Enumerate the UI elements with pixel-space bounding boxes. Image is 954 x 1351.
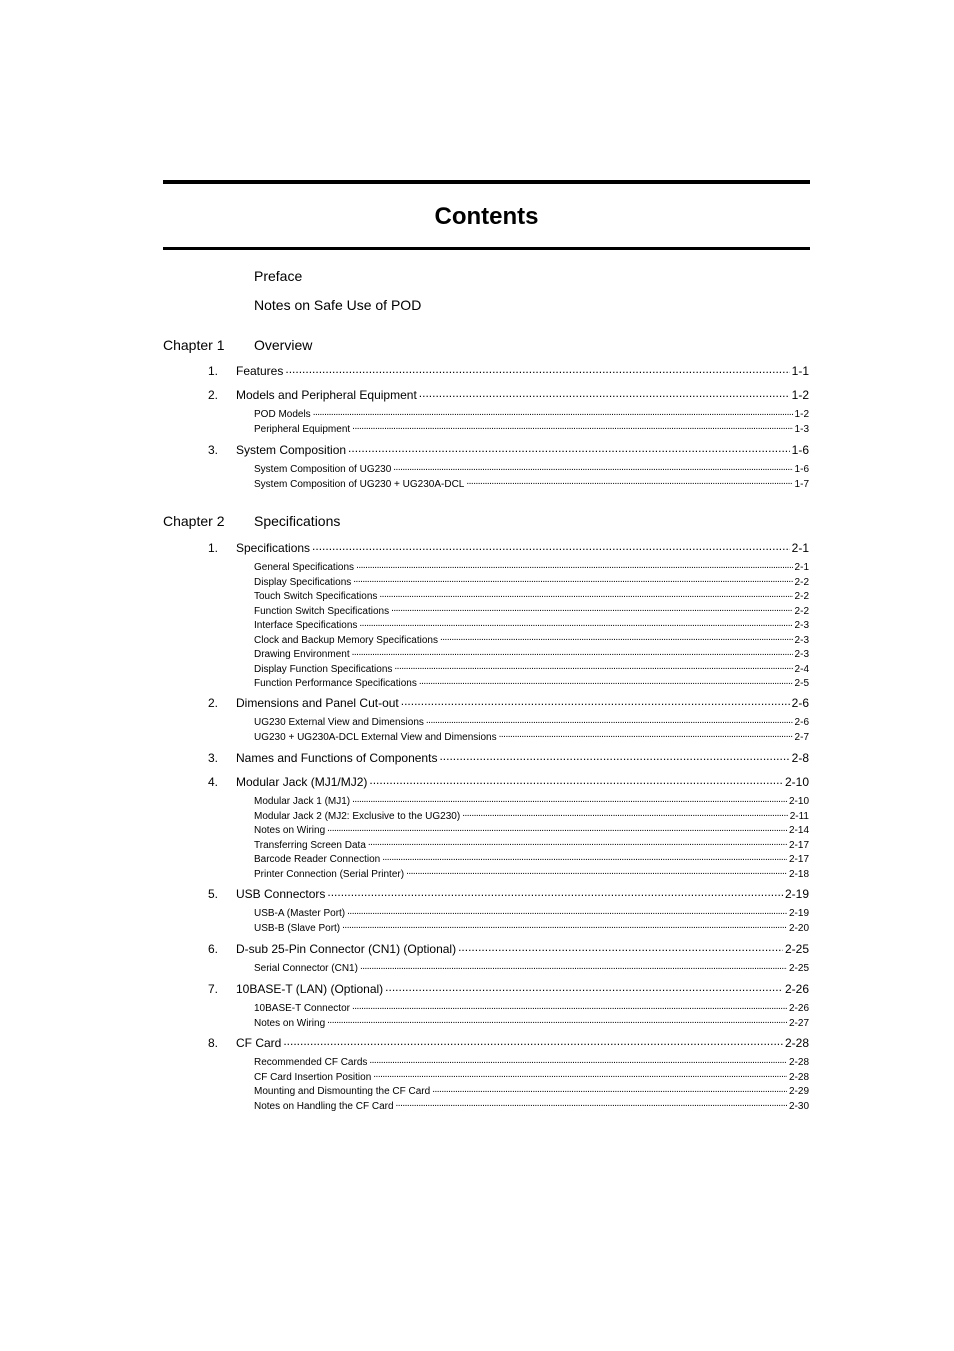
section-page-number: 1-1 bbox=[791, 364, 809, 378]
subsection-page-number: 2-4 bbox=[794, 663, 809, 675]
front-matter-entry[interactable]: Notes on Safe Use of POD bbox=[254, 297, 422, 313]
subsection-title: POD Models bbox=[254, 409, 311, 420]
dot-leader bbox=[285, 363, 789, 375]
subsection-title: Modular Jack 1 (MJ1) bbox=[254, 796, 351, 807]
subsection-title: 10BASE-T Connector bbox=[254, 1003, 350, 1014]
section-title: System Composition bbox=[236, 443, 347, 457]
page-title: Contents bbox=[434, 203, 539, 230]
section-page-number: 2-26 bbox=[784, 982, 809, 996]
toc-subsection-entry[interactable] bbox=[254, 575, 809, 589]
dot-leader bbox=[419, 387, 790, 399]
dot-leader bbox=[466, 477, 792, 487]
dot-leader bbox=[382, 852, 787, 862]
toc-subsection-entry[interactable] bbox=[254, 676, 809, 690]
dot-leader bbox=[368, 838, 787, 848]
chapter-title: Overview bbox=[254, 337, 313, 353]
toc-subsection-entry[interactable] bbox=[254, 730, 809, 744]
subsection-page-number: 2-28 bbox=[788, 1057, 809, 1068]
toc-section-entry[interactable] bbox=[208, 540, 809, 556]
subsection-title: Serial Connector (CN1) bbox=[254, 963, 358, 974]
toc-section-entry[interactable] bbox=[208, 941, 809, 957]
dot-leader bbox=[379, 589, 792, 599]
section-title: Names and Functions of Components bbox=[236, 751, 438, 765]
section-title: Dimensions and Panel Cut-out bbox=[236, 696, 399, 710]
subsection-title: Display Specifications bbox=[254, 576, 352, 588]
dot-leader bbox=[432, 1084, 787, 1094]
subsection-title: USB-B (Slave Port) bbox=[254, 922, 341, 934]
dot-leader bbox=[313, 407, 793, 417]
subsection-title: Notes on Wiring bbox=[254, 1017, 326, 1029]
section-title: USB Connectors bbox=[236, 887, 326, 901]
subsection-page-number: 1-7 bbox=[794, 478, 809, 490]
toc-subsection-entry[interactable] bbox=[254, 407, 809, 421]
section-page-number: 2-25 bbox=[784, 942, 809, 956]
dot-leader bbox=[356, 560, 792, 570]
subsection-title: UG230 + UG230A-DCL External View and Dimensions bbox=[254, 731, 497, 743]
toc-section-entry[interactable] bbox=[208, 695, 809, 711]
subsection-page-number: 2-25 bbox=[788, 963, 809, 974]
toc-subsection-entry[interactable] bbox=[254, 662, 809, 676]
dot-leader bbox=[352, 1001, 787, 1011]
chapter-label: Chapter 1 bbox=[163, 337, 225, 353]
section-page-number: 2-28 bbox=[784, 1036, 809, 1050]
section-number: 4. bbox=[208, 775, 219, 789]
dot-leader bbox=[394, 662, 792, 672]
toc-subsection-entry[interactable] bbox=[254, 823, 809, 837]
toc-subsection-entry[interactable] bbox=[254, 852, 809, 866]
dot-leader bbox=[359, 618, 792, 628]
dot-leader bbox=[348, 442, 790, 454]
subsection-title: Function Performance Specifications bbox=[254, 678, 417, 689]
dot-leader bbox=[353, 575, 792, 585]
subsection-title: System Composition of UG230 bbox=[254, 464, 392, 475]
subsection-page-number: 2-2 bbox=[794, 591, 809, 602]
dot-leader bbox=[347, 906, 787, 916]
section-title: Modular Jack (MJ1/MJ2) bbox=[236, 775, 368, 789]
toc-section-entry[interactable] bbox=[208, 981, 809, 997]
dot-leader bbox=[342, 921, 787, 931]
section-number: 6. bbox=[208, 942, 219, 956]
section-number: 8. bbox=[208, 1036, 219, 1050]
subsection-page-number: 2-10 bbox=[788, 796, 809, 807]
section-page-number: 1-6 bbox=[791, 443, 809, 457]
subsection-page-number: 2-29 bbox=[788, 1086, 809, 1097]
toc-subsection-entry[interactable] bbox=[254, 1099, 809, 1113]
subsection-page-number: 2-19 bbox=[788, 908, 809, 919]
section-number: 3. bbox=[208, 751, 219, 765]
subsection-page-number: 2-17 bbox=[788, 854, 809, 865]
dot-leader bbox=[327, 886, 783, 898]
toc-subsection-entry[interactable] bbox=[254, 477, 809, 491]
section-number: 3. bbox=[208, 443, 219, 457]
toc-subsection-entry[interactable] bbox=[254, 589, 809, 603]
section-number: 2. bbox=[208, 388, 219, 402]
section-title: Models and Peripheral Equipment bbox=[236, 388, 417, 402]
toc-subsection-entry[interactable] bbox=[254, 1084, 809, 1098]
subsection-page-number: 2-17 bbox=[788, 839, 809, 851]
toc-subsection-entry[interactable] bbox=[254, 794, 809, 808]
toc-subsection-entry[interactable] bbox=[254, 838, 809, 852]
dot-leader bbox=[499, 730, 793, 740]
dot-leader bbox=[391, 604, 792, 614]
subsection-page-number: 2-3 bbox=[794, 649, 809, 660]
subsection-title: Display Function Specifications bbox=[254, 663, 393, 675]
subsection-title: Clock and Backup Memory Specifications bbox=[254, 634, 438, 646]
dot-leader bbox=[393, 462, 792, 472]
subsection-title: Printer Connection (Serial Printer) bbox=[254, 868, 405, 880]
section-title: D-sub 25-Pin Connector (CN1) (Optional) bbox=[236, 942, 457, 956]
subsection-title: Barcode Reader Connection bbox=[254, 854, 381, 865]
subsection-page-number: 2-26 bbox=[788, 1003, 809, 1014]
dot-leader bbox=[327, 823, 787, 833]
toc-section-entry[interactable] bbox=[208, 774, 809, 790]
section-page-number: 2-1 bbox=[791, 541, 809, 555]
toc-subsection-entry[interactable] bbox=[254, 462, 809, 476]
toc-subsection-entry[interactable] bbox=[254, 1070, 809, 1084]
toc-subsection-entry[interactable] bbox=[254, 618, 809, 632]
subsection-page-number: 2-3 bbox=[794, 620, 809, 631]
toc-section-entry[interactable] bbox=[208, 1035, 809, 1051]
subsection-title: Transferring Screen Data bbox=[254, 839, 366, 851]
subsection-title: Function Switch Specifications bbox=[254, 605, 390, 617]
dot-leader bbox=[440, 633, 793, 643]
section-page-number: 2-6 bbox=[791, 696, 809, 710]
section-title: CF Card bbox=[236, 1036, 282, 1050]
dot-leader bbox=[373, 1070, 787, 1080]
subsection-page-number: 1-6 bbox=[794, 464, 809, 475]
toc-subsection-entry[interactable] bbox=[254, 1055, 809, 1069]
dot-leader bbox=[352, 647, 793, 657]
subsection-page-number: 2-14 bbox=[788, 825, 809, 836]
subsection-page-number: 2-3 bbox=[794, 634, 809, 646]
front-matter-entry[interactable]: Preface bbox=[254, 268, 303, 284]
toc-section-entry[interactable] bbox=[208, 363, 809, 379]
subsection-title: Mounting and Dismounting the CF Card bbox=[254, 1086, 431, 1097]
section-page-number: 2-19 bbox=[784, 887, 809, 901]
section-title: Specifications bbox=[236, 541, 311, 555]
subsection-title: USB-A (Master Port) bbox=[254, 908, 346, 919]
subsection-title: UG230 External View and Dimensions bbox=[254, 717, 424, 728]
toc-subsection-entry[interactable] bbox=[254, 1001, 809, 1015]
section-number: 7. bbox=[208, 982, 219, 996]
subsection-page-number: 2-11 bbox=[789, 810, 809, 822]
chapter-title: Specifications bbox=[254, 513, 341, 529]
subsection-page-number: 2-1 bbox=[794, 562, 809, 573]
dot-leader bbox=[419, 676, 793, 686]
subsection-title: Notes on Handling the CF Card bbox=[254, 1100, 394, 1112]
section-number: 5. bbox=[208, 887, 219, 901]
dot-leader bbox=[396, 1099, 787, 1109]
toc-subsection-entry[interactable] bbox=[254, 422, 809, 436]
chapter-heading[interactable] bbox=[163, 512, 340, 530]
subsection-title: Touch Switch Specifications bbox=[254, 591, 378, 602]
subsection-title: Notes on Wiring bbox=[254, 825, 326, 836]
dot-leader bbox=[462, 809, 788, 819]
section-title: 10BASE-T (LAN) (Optional) bbox=[236, 982, 384, 996]
subsection-page-number: 2-7 bbox=[794, 731, 809, 743]
subsection-page-number: 2-20 bbox=[788, 922, 809, 934]
subsection-title: Recommended CF Cards bbox=[254, 1057, 368, 1068]
toc-subsection-entry[interactable] bbox=[254, 961, 809, 975]
subsection-page-number: 2-27 bbox=[788, 1017, 809, 1029]
dot-leader bbox=[360, 961, 787, 971]
section-number: 1. bbox=[208, 364, 219, 378]
section-page-number: 1-2 bbox=[791, 388, 809, 402]
subsection-page-number: 2-2 bbox=[794, 576, 809, 588]
subsection-page-number: 2-5 bbox=[794, 678, 809, 689]
dot-leader bbox=[369, 1055, 787, 1065]
toc-subsection-entry[interactable] bbox=[254, 604, 809, 618]
toc-section-entry[interactable] bbox=[208, 886, 809, 902]
dot-leader bbox=[312, 540, 790, 552]
section-page-number: 2-8 bbox=[791, 751, 809, 765]
subsection-page-number: 2-6 bbox=[794, 717, 809, 728]
subsection-title: Modular Jack 2 (MJ2: Exclusive to the UG230) bbox=[254, 810, 461, 822]
dot-leader bbox=[439, 750, 789, 762]
toc-section-entry[interactable] bbox=[208, 750, 809, 766]
toc-subsection-entry[interactable] bbox=[254, 906, 809, 920]
toc-subsection-entry[interactable] bbox=[254, 809, 809, 823]
subsection-title: System Composition of UG230 + UG230A-DCL bbox=[254, 478, 465, 490]
subsection-page-number: 2-2 bbox=[794, 605, 809, 617]
chapter-heading[interactable] bbox=[163, 336, 312, 354]
chapter-label: Chapter 2 bbox=[163, 513, 225, 529]
dot-leader bbox=[352, 794, 787, 804]
toc-subsection-entry[interactable] bbox=[254, 647, 809, 661]
section-title: Features bbox=[236, 364, 284, 378]
toc-subsection-entry[interactable] bbox=[254, 560, 809, 574]
subsection-title: Drawing Environment bbox=[254, 649, 350, 660]
dot-leader bbox=[426, 715, 793, 725]
dot-leader bbox=[458, 941, 783, 953]
toc-section-entry[interactable] bbox=[208, 442, 809, 458]
subsection-title: CF Card Insertion Position bbox=[254, 1071, 372, 1083]
section-number: 1. bbox=[208, 541, 219, 555]
dot-leader bbox=[369, 774, 783, 786]
dot-leader bbox=[385, 981, 783, 993]
subsection-page-number: 1-3 bbox=[794, 423, 809, 435]
dot-leader bbox=[401, 695, 790, 707]
subsection-page-number: 2-30 bbox=[788, 1100, 809, 1112]
subsection-title: Peripheral Equipment bbox=[254, 423, 351, 435]
toc-subsection-entry[interactable] bbox=[254, 921, 809, 935]
subsection-page-number: 1-2 bbox=[794, 409, 809, 420]
toc-subsection-entry[interactable] bbox=[254, 715, 809, 729]
subsection-title: Interface Specifications bbox=[254, 620, 358, 631]
subsection-page-number: 2-28 bbox=[788, 1071, 809, 1083]
toc-subsection-entry[interactable] bbox=[254, 867, 809, 881]
section-number: 2. bbox=[208, 696, 219, 710]
subsection-title: General Specifications bbox=[254, 562, 355, 573]
section-page-number: 2-10 bbox=[784, 775, 809, 789]
dot-leader bbox=[352, 422, 792, 432]
dot-leader bbox=[283, 1035, 783, 1047]
toc-subsection-entry[interactable] bbox=[254, 1016, 809, 1030]
toc-section-entry[interactable] bbox=[208, 387, 809, 403]
dot-leader bbox=[327, 1016, 787, 1026]
dot-leader bbox=[406, 867, 787, 877]
toc-subsection-entry[interactable] bbox=[254, 633, 809, 647]
subsection-page-number: 2-18 bbox=[788, 868, 809, 880]
